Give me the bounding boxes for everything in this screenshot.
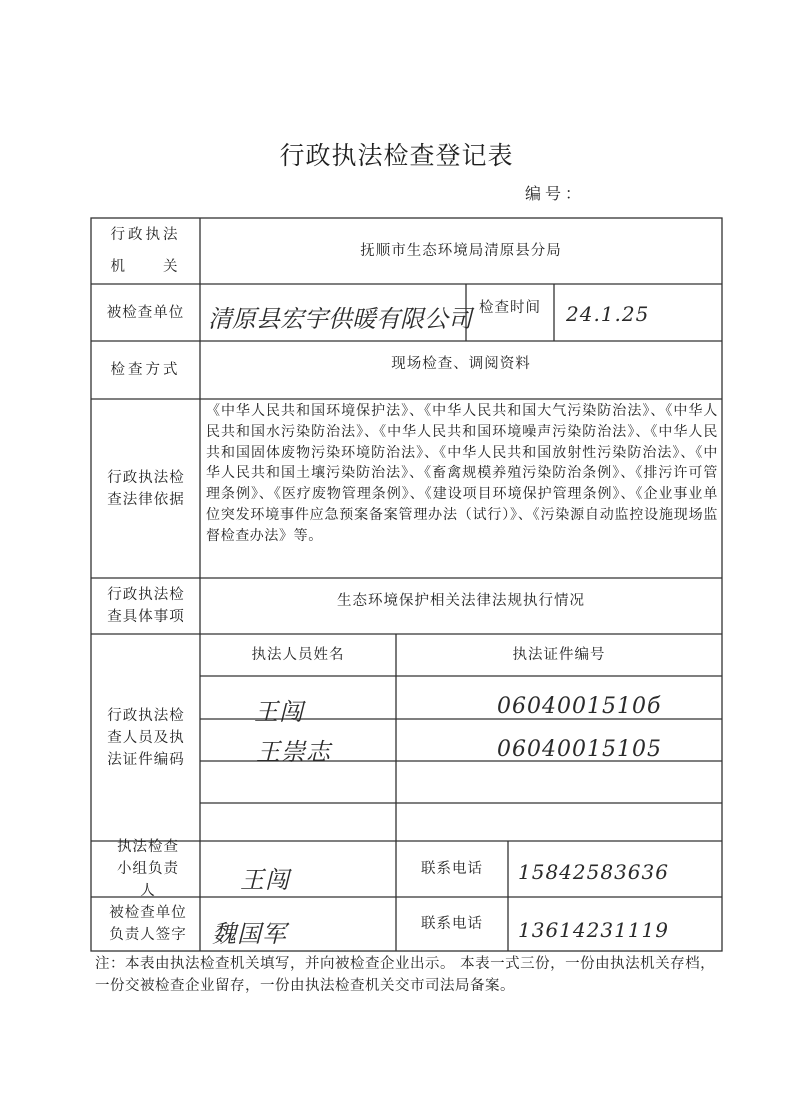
personnel-cert-header: 执法证件编号 [512,647,606,663]
method-value: 现场检查、调阅资料 [391,356,531,372]
footnote: 注：本表由执法检查机关填写，并向被检查企业出示。 本表一式三份，一份由执法机关存档，一份交被检查企业留存，一份由执法检查机关交市司法局备案。 [95,956,716,994]
officer-name-2: 王崇志 [256,738,331,766]
serial-number-label: 编号： [525,184,586,203]
unit-head-phone-label: 联系电话 [421,916,483,932]
team-leader-signature: 王闯 [240,866,290,894]
leader-phone-label: 联系电话 [421,861,483,877]
leader-phone-value: 15842583636 [518,860,669,884]
specific-matters-value: 生态环境保护相关法律法规执行情况 [337,593,585,609]
officer-cert-1: 0604001510б [497,694,662,719]
legal-basis-text: 《中华人民共和国环境保护法》、《中华人民共和国大气污染防治法》、《中华人民共和国水污染防治法》、《中华人民共和国环境噪声污染防治法》、《中华人民共和国固体废物污染环境防治法》、《中华人民共和国放射性污染防治法》、《中华人民共和国土壤污染防治法》、《畜禽规模养殖污染防治条例》、《排污许可管理条例》、《医疗废物管理条例》、《建设项目环境保护管理条例》、《企业事业单位突发环境事件应急预案备案管理办法（试行）》、《污染源自动监控设施现场监督检查办法》等。 [206,403,718,544]
form-title: 行政执法检查登记表 [279,141,514,170]
agency-value: 抚顺市生态环境局清原县分局 [360,243,562,259]
officer-name-1: 王闯 [254,698,304,726]
unit-head-phone-value: 13614231119 [518,918,669,942]
officer-cert-2: 06040015105 [497,737,662,762]
agency-label: 行政执法 机 关 [110,227,181,275]
team-leader-label: 执法检查小组负责人 [117,839,179,899]
specific-matters-label: 行政执法检查具体事项 [107,587,185,625]
method-label: 检查方式 [110,362,181,378]
inspection-time-label: 检查时间 [479,300,541,316]
inspected-unit-label: 被检查单位 [106,304,185,321]
personnel-name-header: 执法人员姓名 [251,647,345,663]
personnel-label: 行政执法检查人员及执法证件编码 [107,707,185,768]
inspection-time-value: 24.1.25 [566,302,650,326]
inspected-unit-signature: 清原县宏宇供暖有限公司 [208,305,472,333]
legal-basis-label: 行政执法检查法律依据 [107,469,185,508]
unit-head-signature-label: 被检查单位负责人签字 [109,905,187,943]
unit-head-signature: 魏国军 [212,920,287,948]
